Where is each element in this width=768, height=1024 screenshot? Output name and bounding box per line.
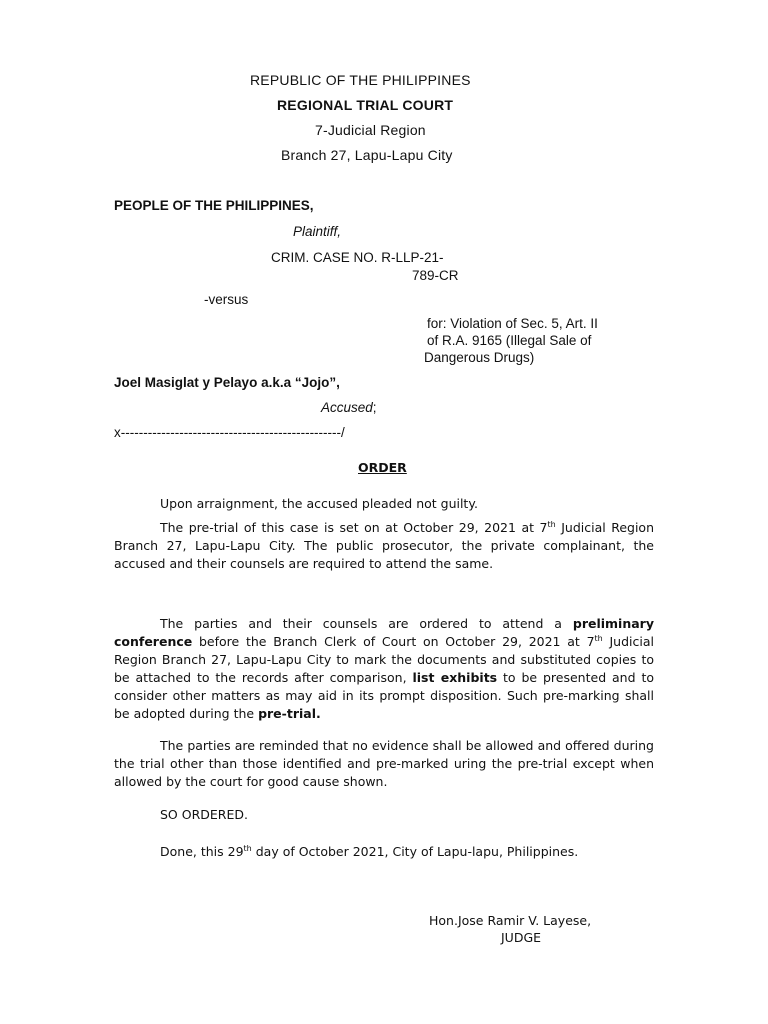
republic-heading: REPUBLIC OF THE PHILIPPINES [250,72,471,88]
judge-name: Hon.Jose Ramir V. Layese, [429,913,592,928]
charge-line-1: for: Violation of Sec. 5, Art. II [427,316,598,331]
paragraph-arraignment: Upon arraignment, the accused pleaded not guilty. [160,496,478,511]
preliminary-conference-term: preliminary conference [114,616,654,649]
paragraph-evidence-reminder: The parties are reminded that no evidence shall be allowed and offered during the trial other than those identified and pre-marked uring the pre-trial except when allowed by the court for good cause shown. [114,738,654,789]
judge-title: JUDGE [501,930,542,945]
accused-punctuation: ; [372,400,377,415]
pre-trial-term: pre-trial. [258,706,321,721]
paragraph-preliminary-conference: The parties and their counsels are ordered to attend a preliminary conference before the Branch Clerk of Court on October 29, 2021 at 7th Judicial Region Branch 27, Lapu-Lapu City to mark the documents and substituted copies to be attached to the records after comparison, list exhibits to be presented and to consider other matters as may aid in its prompt disposition. Such pre-marking shall be adopted during the pre-trial. [114,616,654,721]
caption-separator: x-------------------------------------------------/ [114,425,345,440]
accused-role-line [321,400,377,415]
charge-line-2: of R.A. 9165 (Illegal Sale of [427,333,592,348]
plaintiff-role: Plaintiff, [293,224,342,239]
case-number-line-2: 789-CR [412,268,459,283]
case-number-line-1: CRIM. CASE NO. R-LLP-21- [271,250,444,265]
versus-label: -versus [204,292,249,307]
branch-heading: Branch 27, Lapu-Lapu City [281,147,453,163]
so-ordered: SO ORDERED. [160,807,248,822]
court-heading: REGIONAL TRIAL COURT [277,97,454,113]
done-statement: Done, this 29th day of October 2021, City of Lapu-lapu, Philippines. [160,843,579,859]
list-exhibits-term: list exhibits [412,670,498,685]
paragraph-pretrial: The pre-trial of this case is set on at October 29, 2021 at 7th Judicial Region Branch 27, Lapu-Lapu City. The public prosecutor, the private complainant, the accused and their counsels are required to attend the same. [114,519,654,571]
accused-name: Joel Masiglat y Pelayo a.k.a “Jojo”, [114,375,340,390]
region-heading: 7-Judicial Region [315,122,426,138]
order-title: ORDER [358,460,407,475]
charge-line-3: Dangerous Drugs) [424,350,535,365]
plaintiff-name: PEOPLE OF THE PHILIPPINES, [114,198,314,213]
accused-role: Accused [321,400,373,415]
